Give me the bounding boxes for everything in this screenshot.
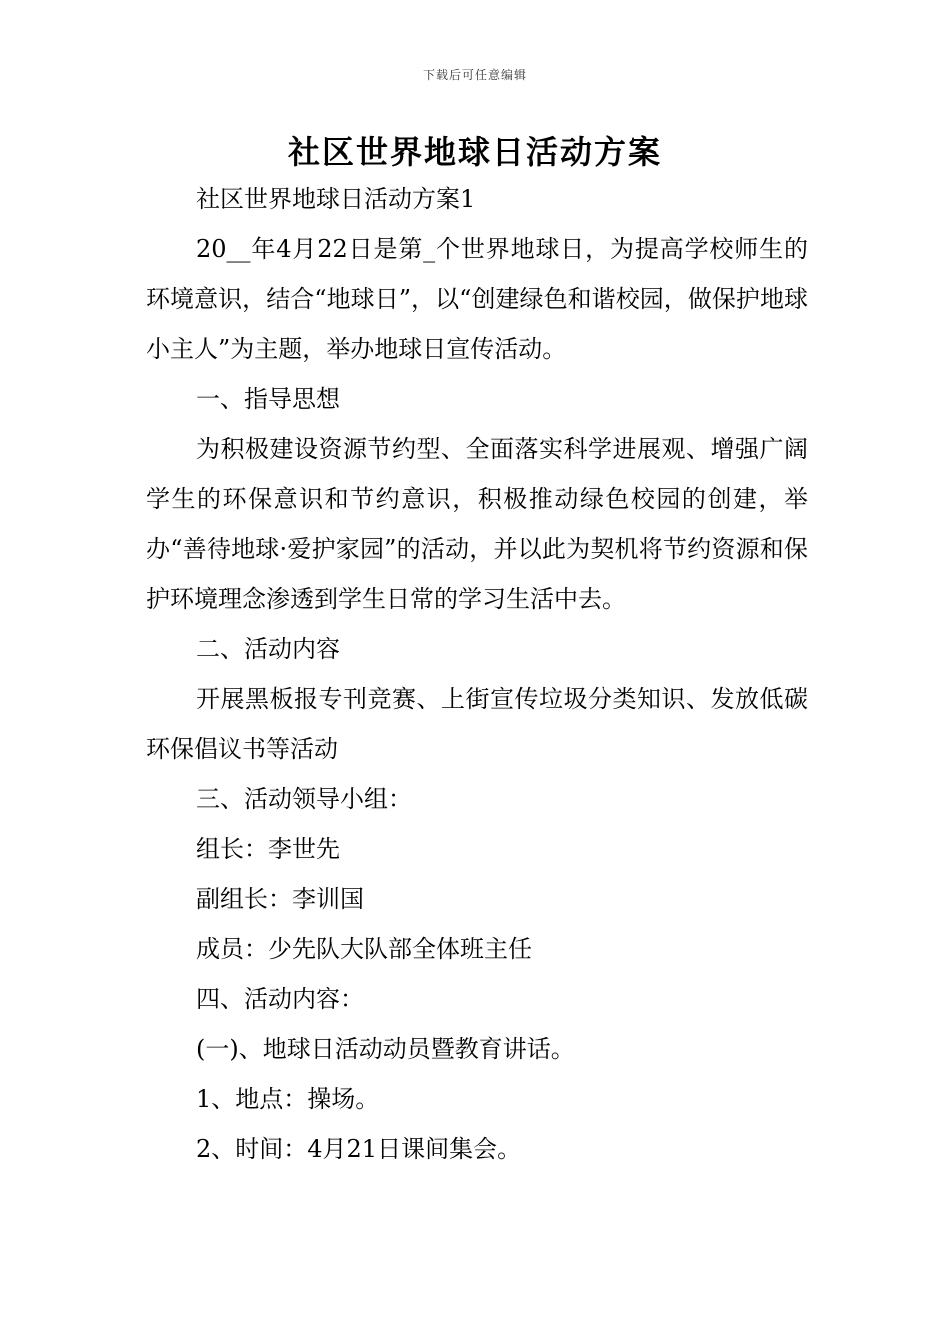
- document-title: 社区世界地球日活动方案: [287, 133, 662, 171]
- section-heading-activity-details: 四、活动内容：: [196, 985, 364, 1013]
- subtitle-paragraph: 社区世界地球日活动方案1: [196, 185, 476, 213]
- intro-paragraph: 20__年4月22日是第_个世界地球日，为提高学校师生的环境意识，结合“地球日”，以“创建绿色和谐校园，做保护地球小主人”为主题，举办地球日宣传活动。: [146, 235, 808, 363]
- members-line: 成员：少先队大队部全体班主任: [196, 935, 532, 963]
- activity-content-paragraph: 开展黑板报专刊竞赛、上街宣传垃圾分类知识、发放低碳环保倡议书等活动: [146, 685, 808, 763]
- guiding-thought-paragraph: 为积极建设资源节约型、全面落实科学进展观、增强广阔学生的环保意识和节约意识，积极推动绿色校园的创建，举办“善待地球·爱护家园”的活动，并以此为契机将节约资源和保护环境理念渗透到学生日常的学习生活中去。: [146, 435, 808, 613]
- header-note: 下载后可任意编辑: [422, 68, 527, 82]
- deputy-leader-line: 副组长：李训国: [196, 885, 364, 913]
- leader-line: 组长：李世先: [196, 835, 340, 863]
- section-heading-guiding-thought: 一、指导思想: [196, 385, 340, 413]
- document-body: [146, 174, 808, 1174]
- time-line: 2、时间：4月21日课间集会。: [196, 1135, 522, 1163]
- section-heading-activity-content: 二、活动内容: [196, 635, 340, 663]
- location-line: 1、地点：操场。: [196, 1085, 380, 1113]
- section-heading-leadership-group: 三、活动领导小组：: [196, 785, 412, 813]
- sub-heading-mobilization: (一)、地球日活动动员暨教育讲话。: [196, 1035, 575, 1063]
